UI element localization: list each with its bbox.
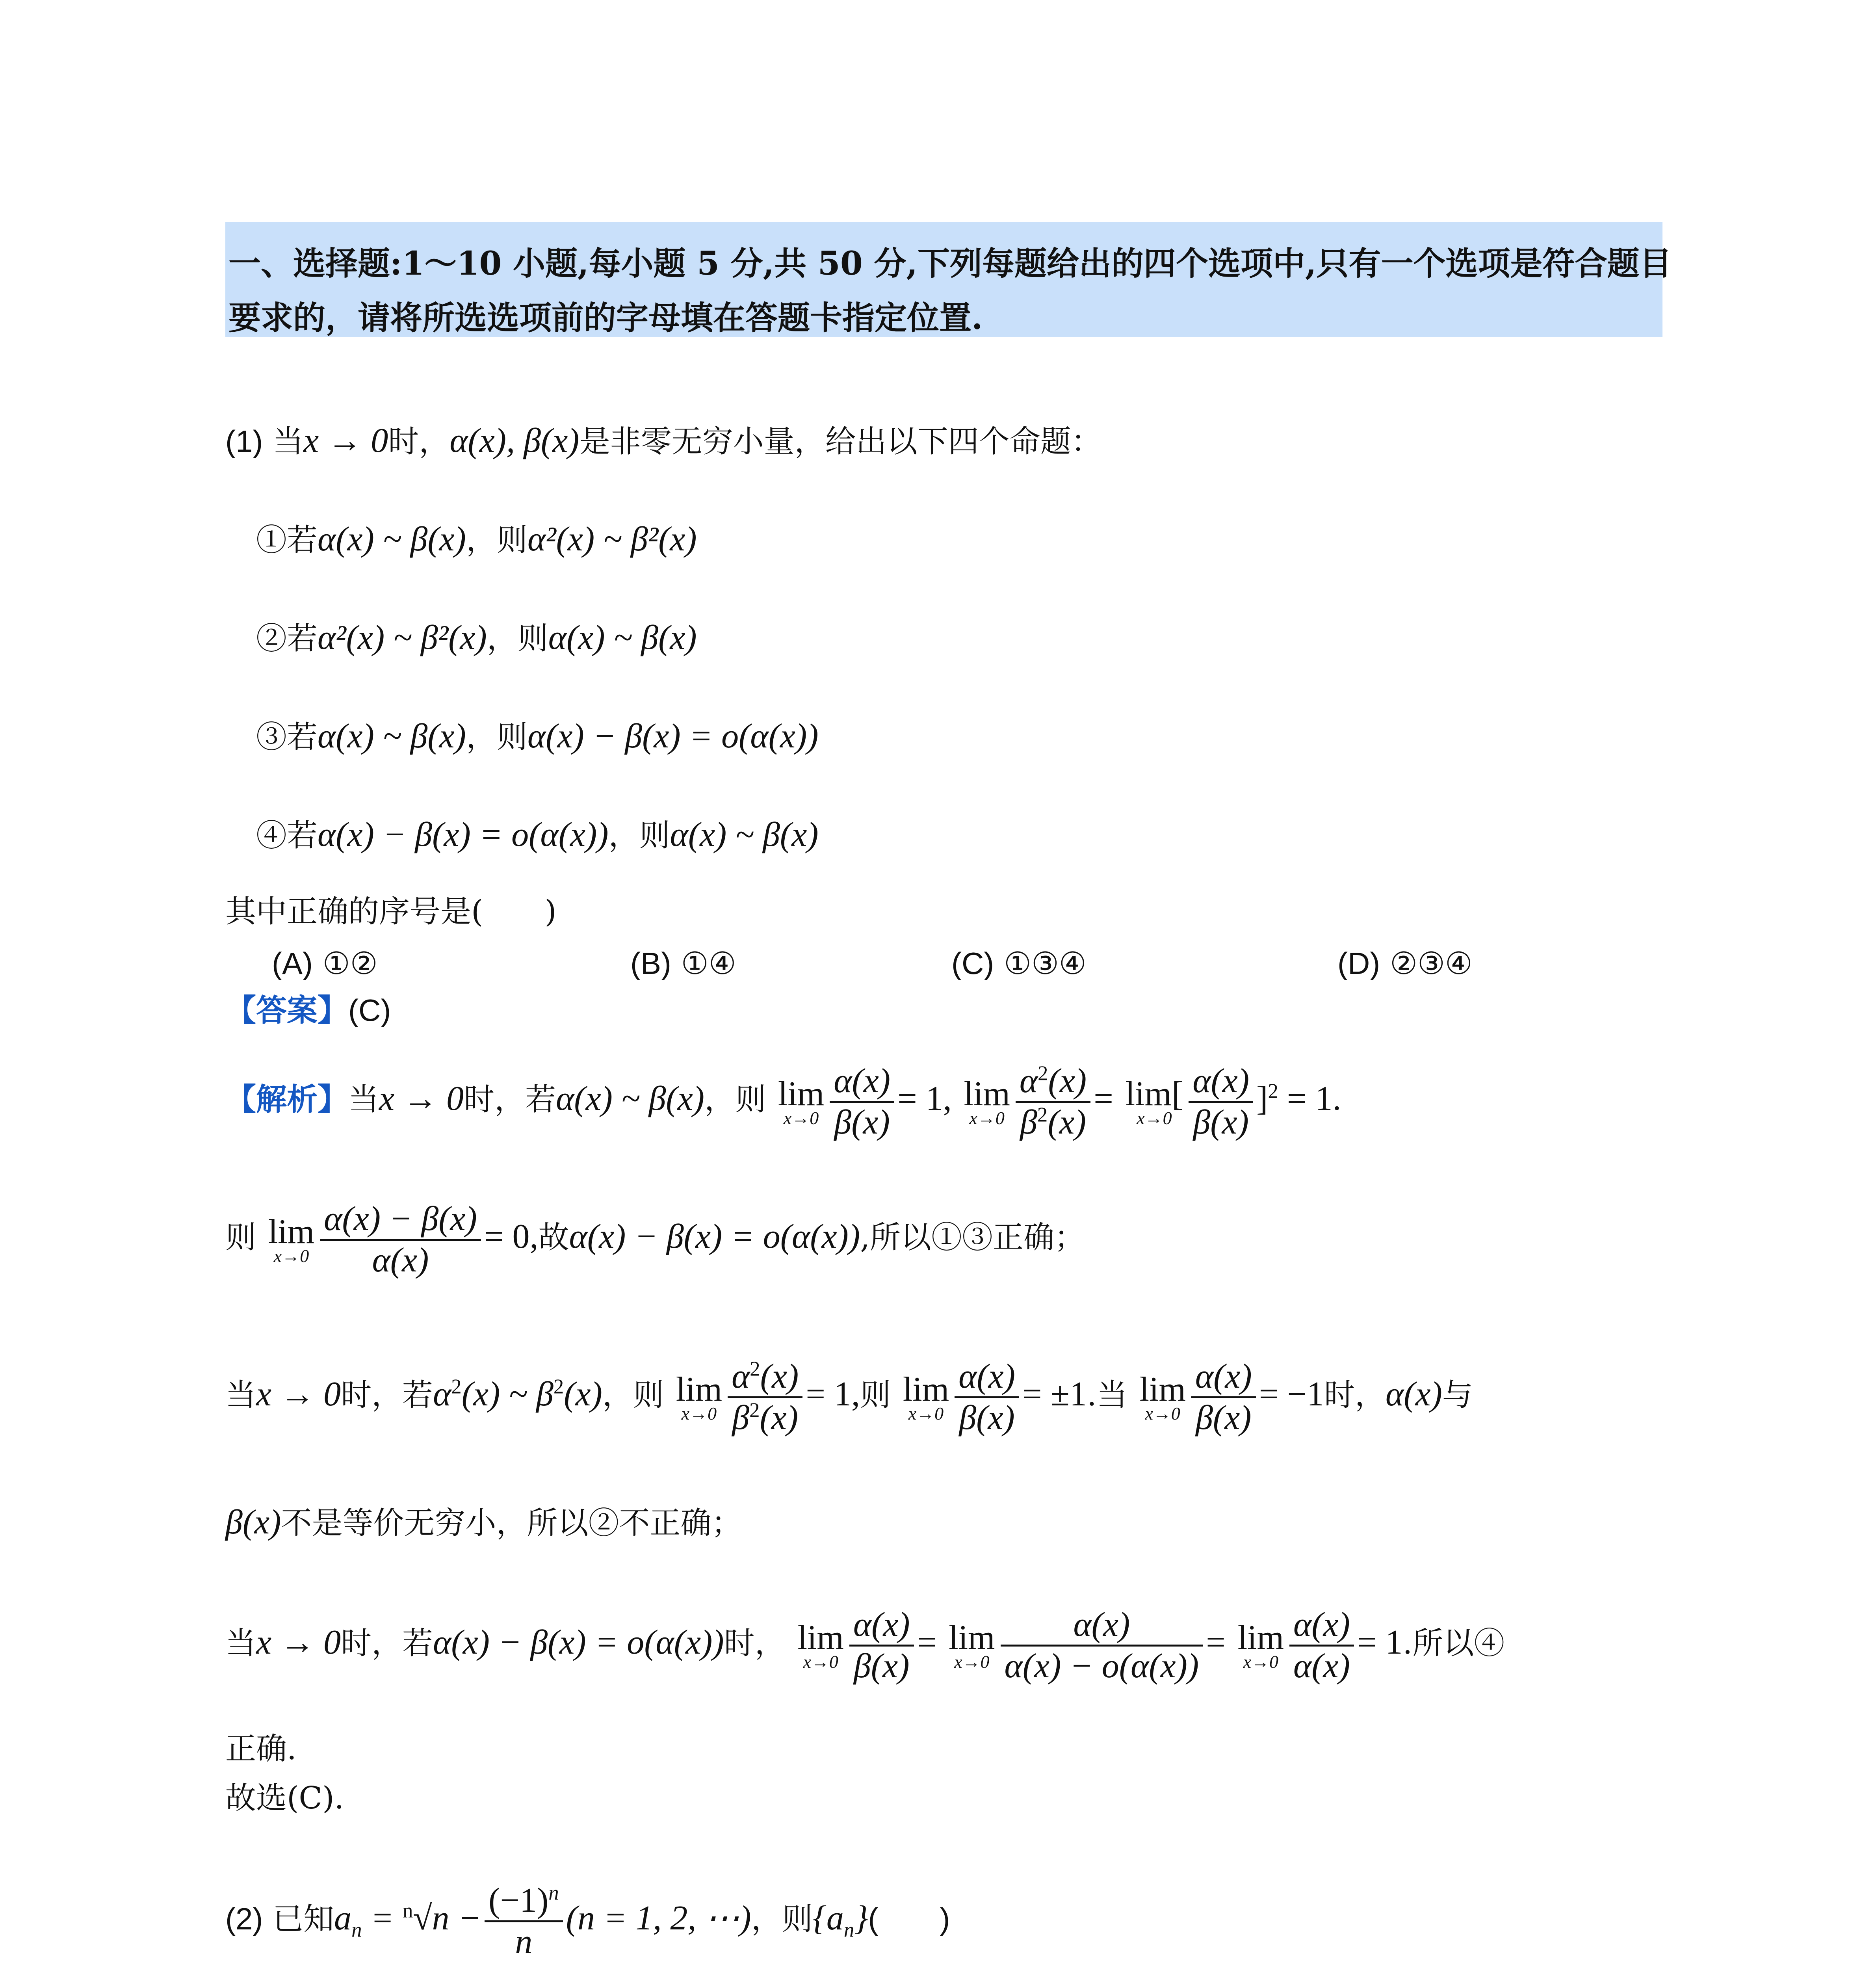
text: 时，: [1324, 1377, 1386, 1413]
prop-if: α²(x) ~ β²(x): [318, 619, 487, 657]
prop-mark: ③若: [256, 719, 318, 755]
text: ，则: [704, 1082, 766, 1117]
option-text: ①②: [322, 946, 378, 981]
text: 时，若: [341, 1626, 433, 1661]
q2-number: (2): [225, 1901, 263, 1936]
prop-if: α(x) ~ β(x): [318, 520, 466, 558]
prop-mark: ②若: [256, 621, 318, 656]
section-header-line2: 要求的，请将所选选项前的字母填在答题卡指定位置.: [228, 299, 983, 337]
q1-option-b: [630, 946, 736, 981]
prop-then: α(x) − β(x) = o(α(x)): [528, 717, 819, 755]
q1-number: (1): [225, 424, 263, 459]
text: .当: [1087, 1377, 1127, 1413]
option-label: (D): [1337, 946, 1380, 981]
q1-option-d: [1337, 946, 1473, 981]
option-text: ①③④: [1004, 946, 1087, 981]
text: 时，若: [341, 1377, 433, 1413]
prop-sep: ，则: [466, 522, 528, 558]
text: ，则: [602, 1377, 664, 1413]
prop-mark: ④若: [256, 818, 318, 853]
q1-analysis-line5: 当x → 0时，若α(x) − β(x) = o(α(x))时， lim x→0 $\frac{\alpha(x)}{\beta(x)}$ = lim x→0 $\frac{\alpha(x)}{\alpha(x) - o(\alpha(x))}$ = lim x→0 $\frac{\alpha(x)}{\alpha(x)}$ = 1.所以④: [225, 1606, 1505, 1685]
prop-then: α(x) ~ β(x): [548, 619, 697, 657]
prop-sep: ，则: [466, 719, 528, 755]
q1-option-a: [272, 946, 378, 981]
q1-prop-1: [256, 522, 697, 557]
q1-stem-pre: 当: [273, 424, 304, 459]
q1-answer: [225, 992, 391, 1028]
text: ,所以①③正确；: [860, 1220, 1085, 1255]
section-header-line1: 一、选择题:1～10 小题,每小题 5 分,共 50 分,下列每题给出的四个选项中,只有一个选项是符合题目: [228, 245, 1672, 282]
text: 则: [860, 1377, 891, 1413]
text: 当: [348, 1082, 379, 1117]
option-label: (B): [630, 946, 671, 981]
answer-value: (C): [348, 993, 391, 1028]
text: 时，若: [464, 1082, 556, 1117]
q1-stem-mid: 时，: [388, 424, 450, 459]
q1-analysis-line2: 则 lim x→0 $\frac{\alpha(x) - \beta(x)}{\alpha(x)}$ = 0,故α(x) − β(x) = o(α(x)),所以①③正确；: [225, 1200, 1085, 1279]
q2-stem: (2) 已知$a_n = ^n√n$ − $\frac{(-1)^n}{n}$ (n = 1, 2, ⋯)，则$\{a_n\}$( ): [225, 1881, 950, 1961]
text: 当: [225, 1626, 256, 1661]
q1-analysis-line6: 正确.: [225, 1731, 297, 1767]
text: ，则: [751, 1901, 813, 1937]
q1-prop-4: [256, 818, 819, 852]
q1-analysis-line4: β(x)不是等价无穷小，所以②不正确；: [225, 1503, 742, 1541]
prop-then: α(x) ~ β(x): [670, 816, 819, 854]
text: 不是等价无穷小，所以②不正确；: [281, 1505, 742, 1541]
text: .所以④: [1402, 1626, 1505, 1661]
q1-ask: 其中正确的序号是( ): [225, 894, 557, 929]
q1-stem-post: 是非零无穷小量，给出以下四个命题：: [579, 424, 1102, 459]
text: 时，: [724, 1626, 786, 1661]
text: 则: [225, 1220, 256, 1255]
q1-prop-3: [256, 719, 819, 754]
option-text: ②③④: [1390, 946, 1473, 981]
prop-sep: ，则: [487, 621, 548, 656]
prop-if: α(x) − β(x) = o(α(x)): [318, 816, 609, 854]
text: ( ): [868, 1901, 950, 1936]
option-label: (A): [272, 946, 313, 981]
analysis-tag: 【解析】: [225, 1082, 349, 1117]
q1-prop-2: [256, 621, 697, 655]
prop-mark: ①若: [256, 522, 318, 558]
q1-analysis-line3: 当x → 0时，若$\alpha^2(x)$ ~ $\beta^2(x)$，则 lim x→0 $\frac{\alpha^2(x)}{\beta^2(x)}$ = 1,则 lim x→0 $\frac{\alpha(x)}{\beta(x)}$ = ±1.当 lim x→0 $\frac{\alpha(x)}{\beta(x)}$ = −1时，α(x)与: [225, 1357, 1473, 1437]
prop-then: α²(x) ~ β²(x): [528, 520, 697, 558]
q1-analysis-line7: 故选(C).: [225, 1780, 344, 1816]
prop-sep: ，则: [608, 818, 670, 853]
q1-stem-cond: x → 0: [303, 422, 388, 460]
text: 已知: [273, 1901, 334, 1937]
text: 与: [1442, 1377, 1473, 1413]
q1-stem: [225, 424, 1102, 458]
option-text: ①④: [681, 946, 736, 981]
q1-option-c: [951, 946, 1087, 981]
q1-stem-funcs: α(x), β(x): [449, 422, 580, 460]
option-label: (C): [951, 946, 994, 981]
section-header: [225, 222, 1672, 337]
answer-tag: 【答案】: [225, 992, 349, 1028]
text: 当: [225, 1377, 256, 1413]
prop-if: α(x) ~ β(x): [318, 717, 466, 755]
q1-analysis-line1: 【解析】当x → 0时，若α(x) ~ β(x)，则 lim x→0 $\frac{\alpha(x)}{\beta(x)}$ = 1, lim x→0 $\frac{\alpha^2(x)}{\beta^2(x)}$ = lim[ x→0 $\frac{\alpha(x)}{\beta(x)}$ ]$^2$ = 1.: [225, 1062, 1341, 1141]
